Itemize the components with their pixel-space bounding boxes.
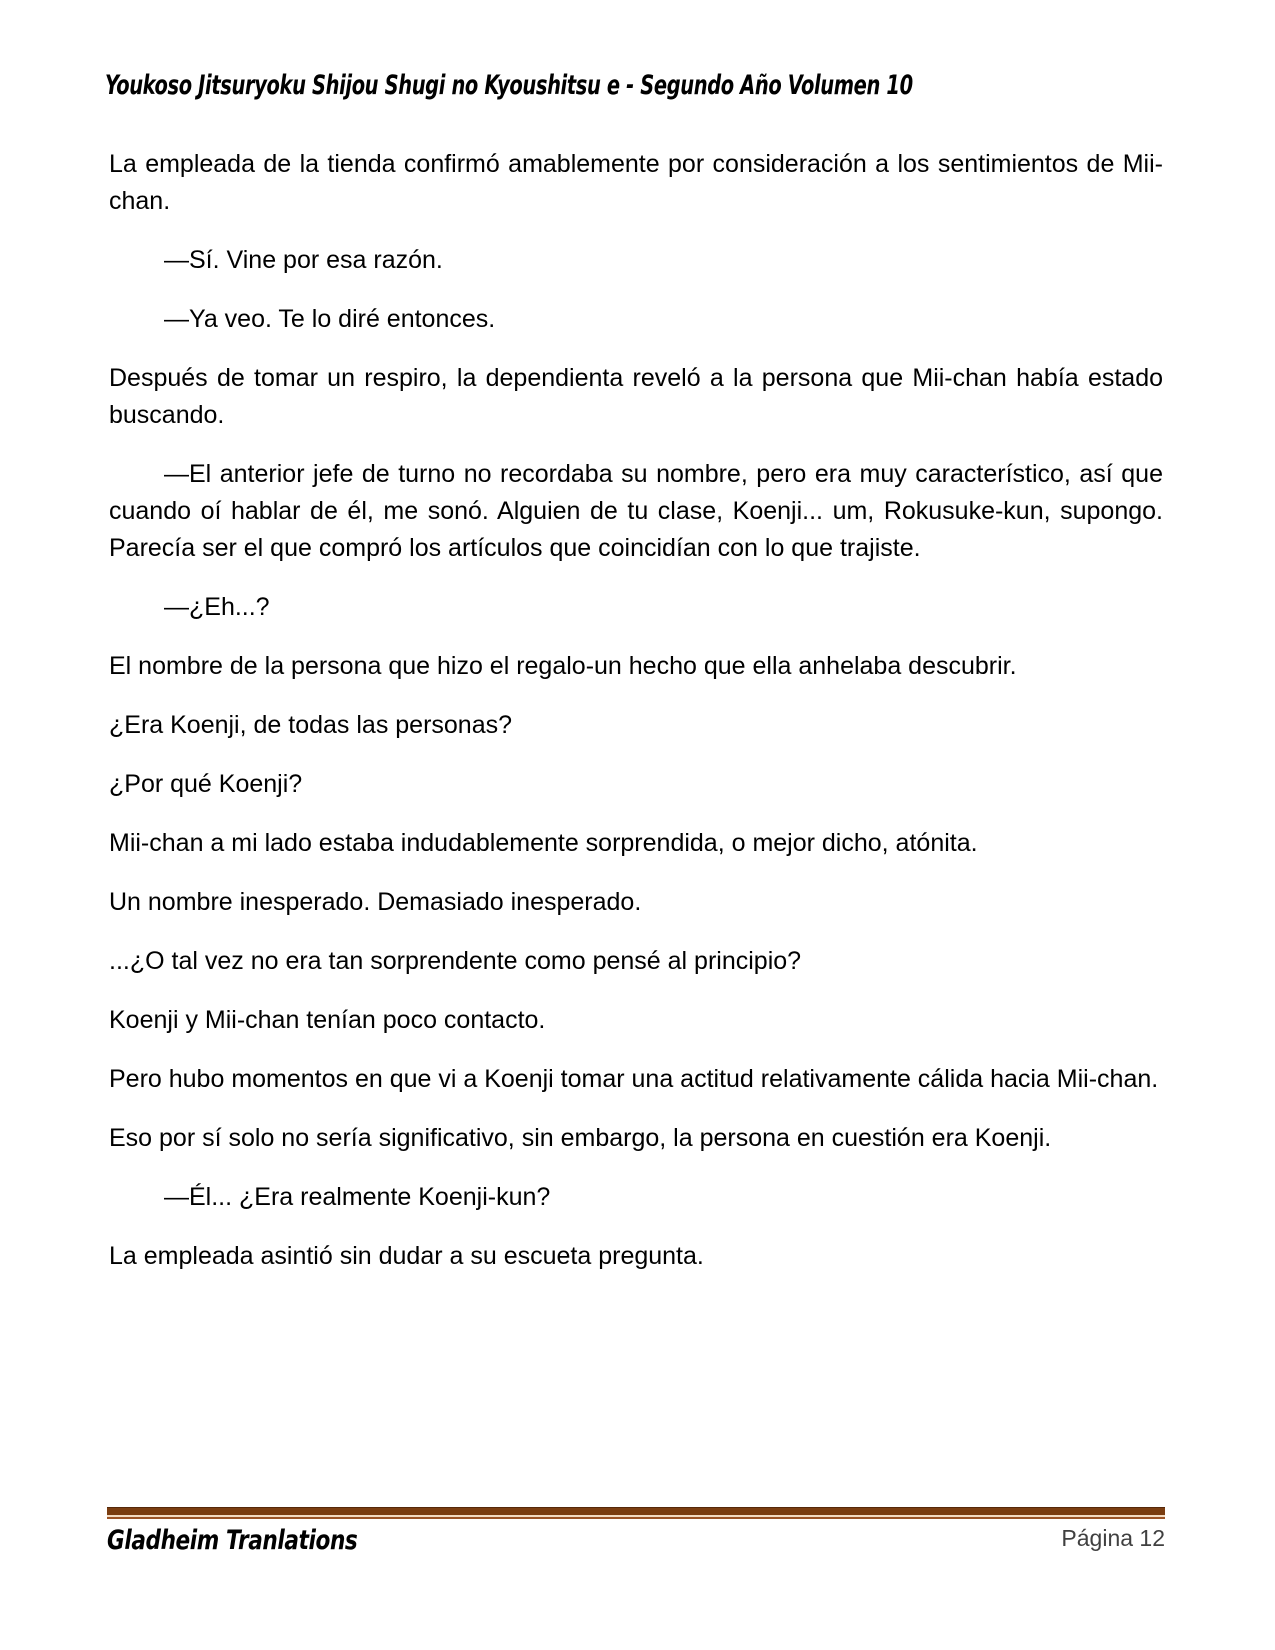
paragraph: Koenji y Mii-chan tenían poco contacto. <box>109 1006 546 1034</box>
paragraph: Pero hubo momentos en que vi a Koenji tomar una actitud relativamente cálida hacia Mii-chan. <box>109 1065 1159 1093</box>
page-header <box>105 70 1163 101</box>
footer-rule-thick-line <box>107 1508 1165 1515</box>
paragraph: ¿Era Koenji, de todas las personas? <box>109 711 513 739</box>
page-header-title: Youkoso Jitsuryoku Shijou Shugi no Kyoushitsu e - Segundo Año Volumen 10 <box>105 70 913 101</box>
paragraph: Un nombre inesperado. Demasiado inesperado. <box>109 888 642 916</box>
paragraph: La empleada asintió sin dudar a su escueta pregunta. <box>109 1242 704 1270</box>
body-text <box>109 146 1163 1275</box>
paragraph: La empleada de la tienda confirmó amablemente por consideración a los sentimientos de Mii-chan. <box>109 150 1163 215</box>
paragraph: Después de tomar un respiro, la dependienta reveló a la persona que Mii-chan había estado buscando. <box>109 364 1163 429</box>
footer-rule <box>107 1507 1165 1519</box>
page-footer <box>107 1507 1165 1556</box>
paragraph: ...¿O tal vez no era tan sorprendente como pensé al principio? <box>109 947 802 975</box>
footer-row <box>107 1525 1165 1556</box>
paragraph: —Sí. Vine por esa razón. <box>164 246 443 274</box>
paragraph: El nombre de la persona que hizo el regalo-un hecho que ella anhelaba descubrir. <box>109 652 1017 680</box>
footer-rule-thin-line <box>107 1517 1165 1519</box>
paragraph: Eso por sí solo no sería significativo, sin embargo, la persona en cuestión era Koenji. <box>109 1124 1052 1152</box>
paragraph: —¿Eh...? <box>164 593 270 621</box>
paragraph: —Él... ¿Era realmente Koenji-kun? <box>164 1183 551 1211</box>
paragraph: Mii-chan a mi lado estaba indudablemente sorprendida, o mejor dicho, atónita. <box>109 829 978 857</box>
page-number: Página 12 <box>1061 1525 1165 1551</box>
paragraph: ¿Por qué Koenji? <box>109 770 303 798</box>
paragraph: —El anterior jefe de turno no recordaba su nombre, pero era muy característico, así que cuando oí hablar de él, me sonó. Alguien de tu clase, Koenji... um, Rokusuke-kun, supongo. Parecía ser el que compró los artículos que coincidían con lo que trajiste. <box>109 460 1163 562</box>
paragraph: —Ya veo. Te lo diré entonces. <box>164 305 496 333</box>
footer-brand: Gladheim Tranlations <box>107 1525 358 1556</box>
